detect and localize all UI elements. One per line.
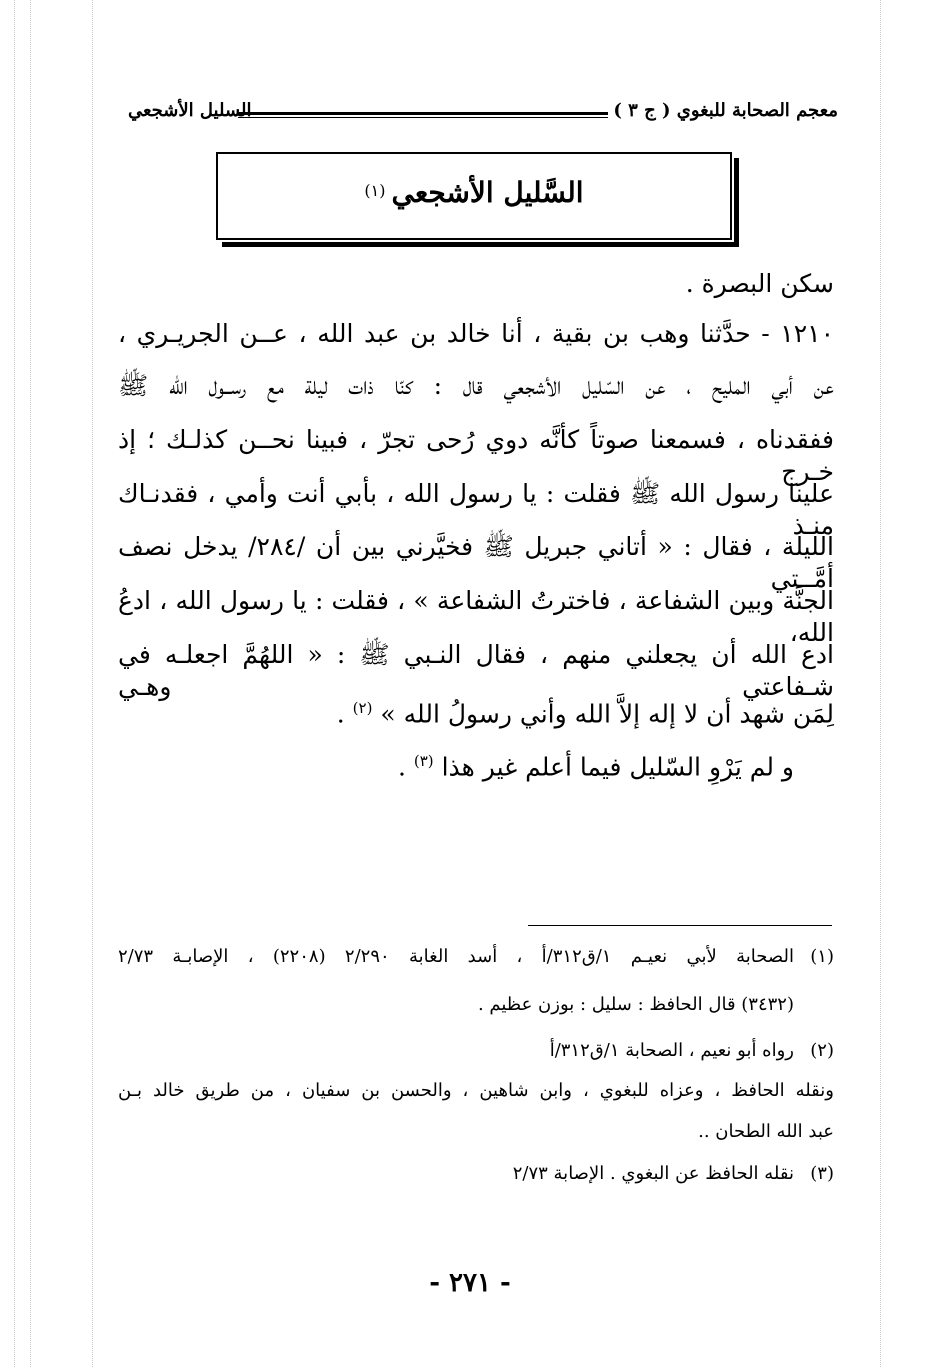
footnote-separator: [528, 925, 832, 926]
entry-title: السَّليل الأشجعي: [391, 176, 584, 209]
end-mark: .: [336, 699, 345, 729]
footnote-2: [550, 1039, 834, 1063]
body-line: ادع الله أن يجعلني منهم ، فقال النـبي ﷺ : « اللهُمَّ اجعلـه في شـفاعتي وهـي: [118, 640, 834, 701]
footnote-3: [513, 1162, 834, 1186]
footnote-number: (٢): [810, 1040, 834, 1061]
footnote-2-cont: ونقله الحافظ ، وعزاه للبغوي ، وابن شاهين ، والحسن بن سفيان ، من طريق خالد بـن: [118, 1080, 834, 1101]
running-header-book-title: معجم الصحابة للبغوي ( ج ٣ ): [613, 100, 838, 121]
footnote-number: (١): [810, 946, 834, 967]
footnote-2-cont: عبد الله الطحان ..: [698, 1121, 834, 1142]
running-header-rule: [238, 112, 608, 118]
scan-margin-line: [880, 0, 881, 1367]
footnote-number: (٣): [810, 1163, 834, 1184]
body-line: ففقدناه ، فسمعنا صوتاً كأنَّه دوي رُحى تجرّ ، فبينا نحــن كذلـك ؛ إذ خـرج: [118, 425, 834, 486]
footnote-text: رواه أبو نعيم ، الصحابة ١/ق٣١٢/أ: [549, 1040, 794, 1061]
body-line: الجنَّة وبين الشفاعة ، فاخترتُ الشفاعة » ، فقلت : يا رسول الله ، ادعُ الله،: [118, 586, 834, 647]
footnote-1: [118, 945, 834, 969]
body-line: سكن البصرة .: [685, 269, 834, 298]
body-line-with-ref: [337, 692, 834, 730]
scan-margin-line: [30, 0, 31, 1367]
footnote-1-cont: (٣٤٣٢) قال الحافظ : سليل : بوزن عظيم .: [477, 994, 794, 1015]
page-number: - ٢٧١ -: [429, 1268, 511, 1298]
running-header-entry-name: السليل الأشجعي: [128, 100, 252, 121]
body-line: علينا رسول الله ﷺ فقلت : يا رسول الله ، بأبي أنت وأمي ، فقدنـاك منـذ: [118, 479, 834, 540]
footnote-ref: (٣): [413, 752, 434, 770]
body-line: الليلة ، فقال : « أتاني جبريل ﷺ فخيَّرني بين أن /٢٨٤/ يدخل نصف أمَّــتي: [118, 532, 834, 593]
footnote-text: الصحابة لأبي نعيـم ١/ق٣١٢/أ ، أسد الغابة ٢/٢٩٠ (٢٢٠٨) ، الإصابـة ٢/٧٣: [118, 946, 794, 967]
entry-title-box: [216, 152, 732, 240]
end-mark: .: [397, 752, 406, 782]
title-footnote-ref: (١): [364, 180, 386, 200]
body-line-text: و لم يَرْوِ السّليل فيما أعلم غير هذا: [441, 752, 794, 782]
body-line-text: لِمَن شهد أن لا إله إلاَّ الله وأني رسولُ الله »: [380, 699, 834, 729]
scan-margin-line: [14, 0, 15, 1367]
footnote-ref: (٢): [352, 699, 373, 717]
body-line: عن أبي المليح ، عن السّليل الأشجعي قال : كنّا ذات ليلة مع رســول الله ﷺ: [118, 371, 834, 400]
footnote-text: نقله الحافظ عن البغوي . الإصابة ٢/٧٣: [512, 1163, 794, 1184]
body-line-with-ref: [398, 745, 794, 783]
body-line: ١٢١٠ - حدَّثنا وهب بن بقية ، أنا خالد بن عبد الله ، عــن الجريـري ،: [118, 319, 834, 348]
scan-margin-line: [92, 0, 93, 1367]
